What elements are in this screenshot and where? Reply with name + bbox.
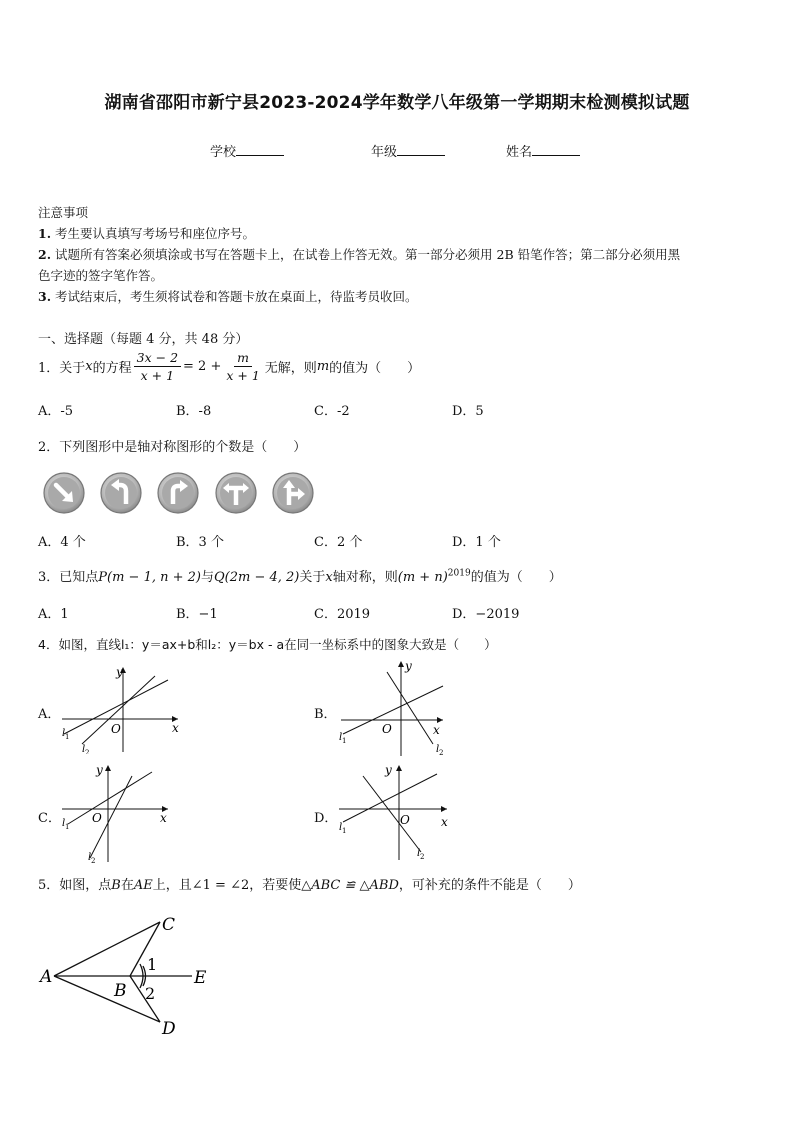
l2-label: l (82, 744, 86, 754)
q5-mid2: 上，且∠1 = ∠2，若要使 (152, 878, 302, 893)
q4-option-b[interactable]: B． (314, 707, 337, 722)
q5-mid: 在 (120, 878, 134, 893)
page-title: 湖南省邵阳市新宁县2023-2024学年数学八年级第一学期期末检测模拟试题 (104, 93, 690, 113)
q3-pre: 3．已知点 (38, 570, 99, 585)
origin-label: O (111, 722, 121, 736)
question-4: 4．如图，直线l₁：y＝ax+b和l₂：y＝bx - a在同一坐标系中的图象大致是（ ） (38, 637, 497, 652)
notes-heading: 注意事项 (38, 205, 89, 220)
q3-var-x: x (325, 570, 333, 585)
grade-field (371, 141, 445, 160)
origin-label: O (400, 813, 410, 827)
q1-fraction-2 (223, 349, 262, 384)
t-junction-sign-icon (216, 473, 256, 513)
angle-2-label: 2 (145, 984, 156, 1003)
q5-point-b: B (111, 878, 121, 893)
q1-eq: = 2 + (183, 359, 222, 374)
school-label: 学校 (210, 145, 237, 160)
q1-option-a[interactable]: A．-5 (38, 404, 74, 419)
q1-frac2-denominator: x + 1 (226, 368, 260, 383)
q5-post: ，可补充的条件不能是（ ） (398, 878, 581, 893)
school-blank (236, 143, 284, 156)
q3-option-a[interactable]: A．1 (38, 607, 69, 622)
l1-sub: 1 (65, 733, 70, 741)
q3-option-b[interactable]: B．−1 (176, 607, 218, 622)
q4-graph-c (60, 762, 172, 866)
axis-x-label: x (172, 721, 179, 735)
q1-post: 无解，则 (264, 361, 317, 376)
q3-and: 与 (201, 570, 215, 585)
q1-option-b[interactable]: B．-8 (176, 404, 212, 419)
u-turn-left-sign-icon (101, 473, 141, 513)
q5-geometry-figure (34, 910, 214, 1045)
note-1 (38, 224, 255, 242)
q4-option-a[interactable]: A． (38, 707, 61, 722)
q4-graph-a (60, 664, 182, 754)
q2-option-c[interactable]: C．2 个 (314, 535, 363, 550)
section-heading: 一、选择题（每题 4 分，共 48 分） (38, 332, 249, 347)
axis-y-label: y (116, 665, 123, 679)
q1-frac1-denominator: x + 1 (140, 368, 175, 383)
right-branch-sign-icon (273, 473, 313, 513)
q3-option-d[interactable]: D．−2019 (452, 607, 520, 622)
q3-mid2: 轴对称，则 (332, 570, 398, 585)
question-5 (38, 874, 581, 893)
q4-option-c[interactable]: C． (38, 811, 61, 826)
l2-label: l (417, 848, 421, 859)
q1-var-x: x (85, 359, 93, 374)
origin-label: O (92, 811, 102, 825)
l2-sub: 2 (85, 749, 90, 754)
note-2-text-a: 试题所有答案必须填涂或书写在答题卡上，在试卷上作答无效。第一部分必须用 2B 铅笔作答；第二部分必须用黑 (55, 247, 681, 262)
question-3 (38, 566, 562, 585)
l1-label: l (339, 822, 343, 833)
l2-label: l (88, 852, 92, 863)
school-field (210, 141, 284, 160)
q2-traffic-signs (42, 470, 322, 516)
q3-exponent: 2019 (447, 568, 471, 579)
note-1-num: 1. (38, 226, 52, 241)
axis-x-label: x (160, 811, 167, 825)
q1-var-m: m (316, 359, 330, 374)
question-2: 2．下列图形中是轴对称图形的个数是（ ） (38, 440, 307, 455)
l2-label: l (436, 744, 440, 755)
q2-option-b[interactable]: B．3 个 (176, 535, 224, 550)
q3-point-p: P(m − 1, n + 2) (98, 570, 201, 585)
q2-option-d[interactable]: D．1 个 (452, 535, 501, 550)
axis-x-label: x (441, 815, 448, 829)
point-e-label: E (194, 968, 207, 988)
q5-congruence: △ABC ≌ △ABD (301, 878, 399, 893)
q4-graph-d (337, 762, 451, 862)
origin-label: O (382, 722, 392, 736)
l1-sub: 1 (342, 737, 347, 745)
turn-right-sign-icon (158, 473, 198, 513)
grade-label: 年级 (371, 145, 398, 160)
q1-option-d[interactable]: D．5 (452, 404, 484, 419)
q1-post2: 的值为（ ） (329, 361, 421, 376)
note-1-text: 考生要认真填写考场号和座位序号。 (55, 226, 256, 241)
name-blank (532, 143, 580, 156)
q1-frac1-numerator: 3x − 2 (134, 349, 181, 367)
question-1 (38, 349, 420, 384)
l2-sub: 2 (91, 857, 96, 865)
axis-y-label: y (96, 763, 103, 777)
l2-sub: 2 (420, 853, 425, 861)
note-2-cont: 色字迹的签字笔作答。 (38, 268, 164, 283)
angle-1-label: 1 (147, 955, 158, 974)
q1-fraction-1 (134, 349, 181, 384)
q1-mid: 的方程 (92, 361, 132, 376)
q4-graph-b (337, 658, 449, 758)
name-field (506, 141, 580, 160)
note-3-num: 3. (38, 289, 52, 304)
note-3 (38, 287, 418, 305)
l2-sub: 2 (439, 749, 444, 757)
axis-y-label: y (405, 659, 412, 673)
axis-x-label: x (433, 723, 440, 737)
point-d-label: D (162, 1019, 176, 1039)
l1-label: l (62, 728, 66, 739)
q1-frac2-numerator: m (234, 349, 252, 367)
point-c-label: C (162, 915, 176, 935)
q1-option-c[interactable]: C．-2 (314, 404, 350, 419)
q3-point-q: Q(2m − 4, 2) (214, 570, 300, 585)
q3-mid: 关于 (299, 570, 326, 585)
l1-label: l (339, 732, 343, 743)
point-b-label: B (114, 981, 127, 1001)
note-3-text: 考试结束后，考生须将试卷和答题卡放在桌面上，待监考员收回。 (55, 289, 418, 304)
l1-label: l (62, 818, 66, 829)
q5-segment-ae: AE (133, 878, 153, 893)
axis-y-label: y (385, 763, 392, 777)
q1-pre: 1．关于 (38, 361, 86, 376)
q4-option-d[interactable]: D． (314, 811, 338, 826)
q3-post: 的值为（ ） (470, 570, 562, 585)
diagonal-arrow-sign-icon (44, 473, 84, 513)
point-a-label: A (40, 967, 53, 987)
grade-blank (397, 143, 445, 156)
q3-expression: (m + n) (397, 570, 448, 585)
q3-option-c[interactable]: C．2019 (314, 607, 371, 622)
q5-pre: 5．如图，点 (38, 878, 112, 893)
l1-sub: 1 (342, 827, 347, 835)
l1-sub: 1 (65, 823, 70, 831)
note-2 (38, 245, 680, 263)
q2-option-a[interactable]: A．4 个 (38, 535, 86, 550)
name-label: 姓名 (506, 145, 533, 160)
note-2-num: 2. (38, 247, 52, 262)
